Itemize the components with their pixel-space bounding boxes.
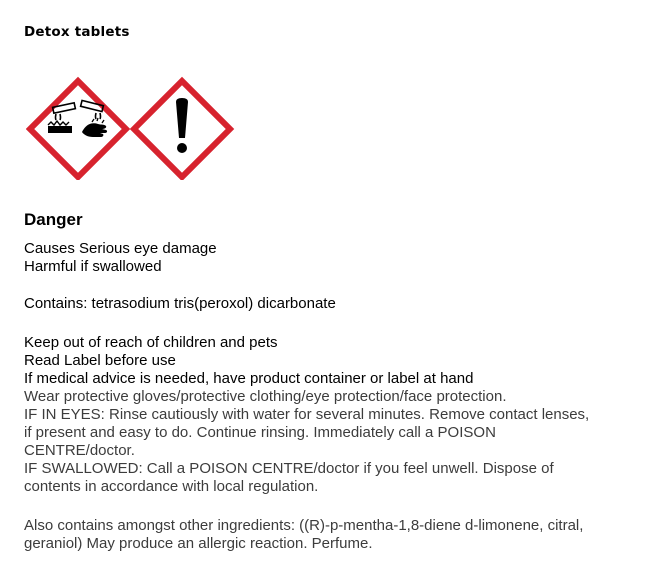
ingredients-line: geraniol) May produce an allergic reaction. Perfume. bbox=[24, 535, 373, 552]
precaution-line: IF SWALLOWED: Call a POISON CENTRE/doctor if you feel unwell. Dispose of bbox=[24, 460, 554, 477]
hazard-statement: Causes Serious eye damage bbox=[24, 240, 217, 257]
product-title: Detox tablets bbox=[24, 24, 130, 40]
general-precautions bbox=[24, 334, 473, 388]
contains-text: Contains: tetrasodium tris(peroxol) dicarbonate bbox=[24, 295, 336, 312]
precaution-line: Keep out of reach of children and pets bbox=[24, 334, 278, 351]
hazard-statement: Harmful if swallowed bbox=[24, 258, 162, 275]
hazard-pictograms bbox=[26, 76, 236, 180]
precaution-line: If medical advice is needed, have product container or label at hand bbox=[24, 370, 474, 387]
precautionary-statements bbox=[24, 388, 589, 496]
precaution-line: if present and easy to do. Continue rinsing. Immediately call a POISON bbox=[24, 424, 496, 441]
other-ingredients bbox=[24, 517, 583, 553]
contains-statement bbox=[24, 295, 336, 313]
exclamation-mark-pictogram-icon bbox=[134, 81, 230, 177]
precaution-line: CENTRE/doctor. bbox=[24, 442, 135, 459]
precaution-line: Read Label before use bbox=[24, 352, 176, 369]
precaution-line: IF IN EYES: Rinse cautiously with water for several minutes. Remove contact lenses, bbox=[24, 406, 590, 423]
hazard-statements bbox=[24, 240, 217, 276]
corrosion-pictogram-icon bbox=[30, 81, 126, 177]
signal-word: Danger bbox=[24, 210, 83, 229]
precaution-line: Wear protective gloves/protective clothing/eye protection/face protection. bbox=[24, 388, 507, 405]
precaution-line: contents in accordance with local regulation. bbox=[24, 478, 319, 495]
ingredients-line: Also contains amongst other ingredients: ((R)-p-mentha-1,8-diene d-limonene, citral, bbox=[24, 517, 584, 534]
